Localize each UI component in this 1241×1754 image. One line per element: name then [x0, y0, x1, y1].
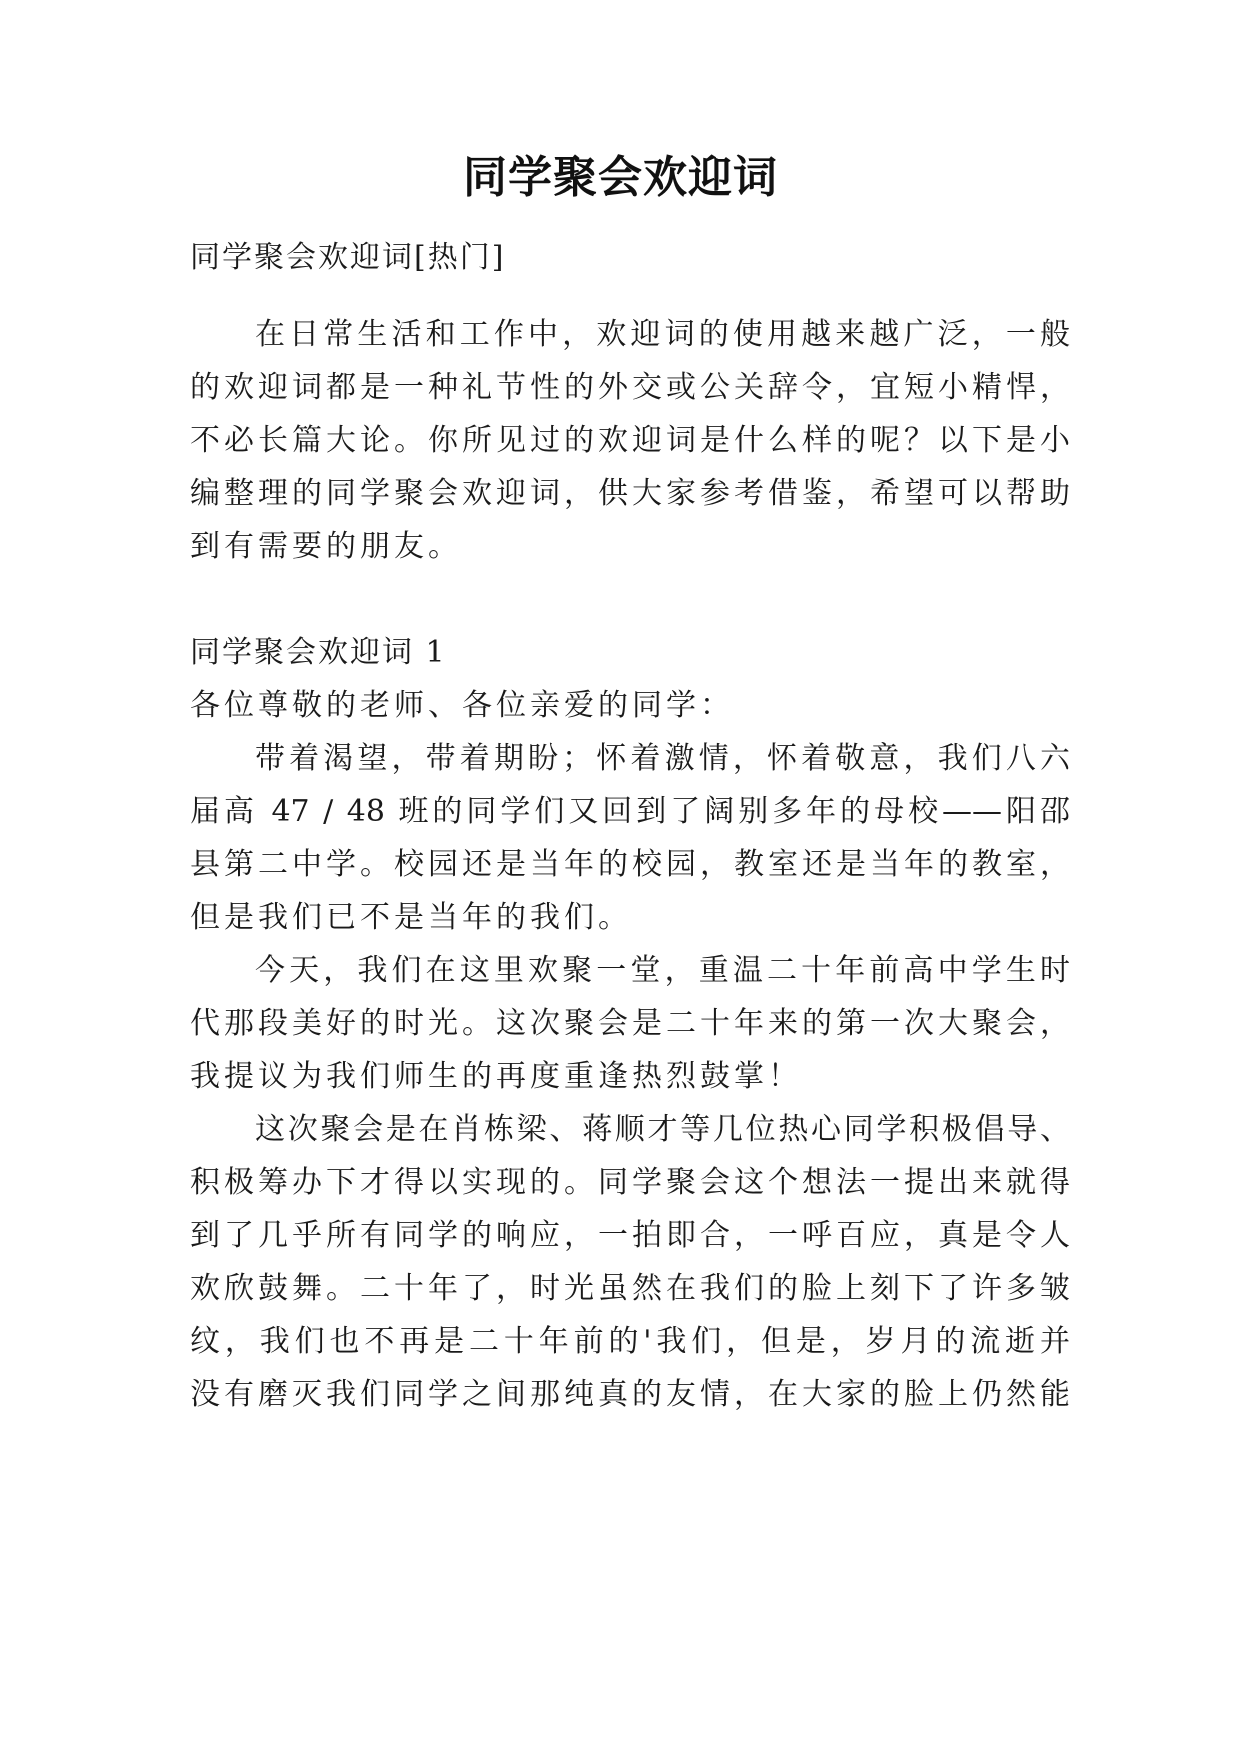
text-line: 编整理的同学聚会欢迎词，供大家参考借鉴，希望可以帮助 [190, 476, 1070, 511]
document-title: 同学聚会欢迎词 [463, 152, 778, 203]
text-line: 今天，我们在这里欢聚一堂，重温二十年前高中学生时 [255, 953, 1070, 988]
text-line: 我提议为我们师生的再度重逢热烈鼓掌！ [190, 1059, 802, 1094]
text-line: 没有磨灭我们同学之间那纯真的友情，在大家的脸上仍然能 [190, 1377, 1070, 1412]
document-subtitle: 同学聚会欢迎词[热门] [190, 240, 506, 275]
text-line: 不必长篇大论。你所见过的欢迎词是什么样的呢？以下是小 [190, 423, 1070, 458]
text-line: 但是我们已不是当年的我们。 [190, 900, 632, 935]
text-line: 在日常生活和工作中，欢迎词的使用越来越广泛，一般 [255, 317, 1070, 352]
text-line: 欢欣鼓舞。二十年了，时光虽然在我们的脸上刻下了许多皱 [190, 1271, 1070, 1306]
text-line: 代那段美好的时光。这次聚会是二十年来的第一次大聚会， [190, 1006, 1070, 1041]
text-line: 的欢迎词都是一种礼节性的外交或公关辞令，宜短小精悍， [190, 370, 1070, 405]
salutation: 各位尊敬的老师、各位亲爱的同学： [190, 688, 734, 723]
text-line: 这次聚会是在肖栋梁、蒋顺才等几位热心同学积极倡导、 [255, 1112, 1070, 1147]
text-line: 纹，我们也不再是二十年前的'我们，但是，岁月的流逝并 [190, 1324, 1070, 1359]
text-line: 带着渴望，带着期盼；怀着激情，怀着敬意，我们八六 [255, 741, 1070, 776]
text-line: 县第二中学。校园还是当年的校园，教室还是当年的教室， [190, 847, 1070, 882]
text-line: 积极筹办下才得以实现的。同学聚会这个想法一提出来就得 [190, 1165, 1070, 1200]
text-line: 届高 47 / 48 班的同学们又回到了阔别多年的母校——阳邵 [190, 794, 1070, 829]
text-line: 到了几乎所有同学的响应，一拍即合，一呼百应，真是令人 [190, 1218, 1070, 1253]
text-line: 到有需要的朋友。 [190, 529, 462, 564]
section-heading: 同学聚会欢迎词 1 [190, 635, 447, 670]
